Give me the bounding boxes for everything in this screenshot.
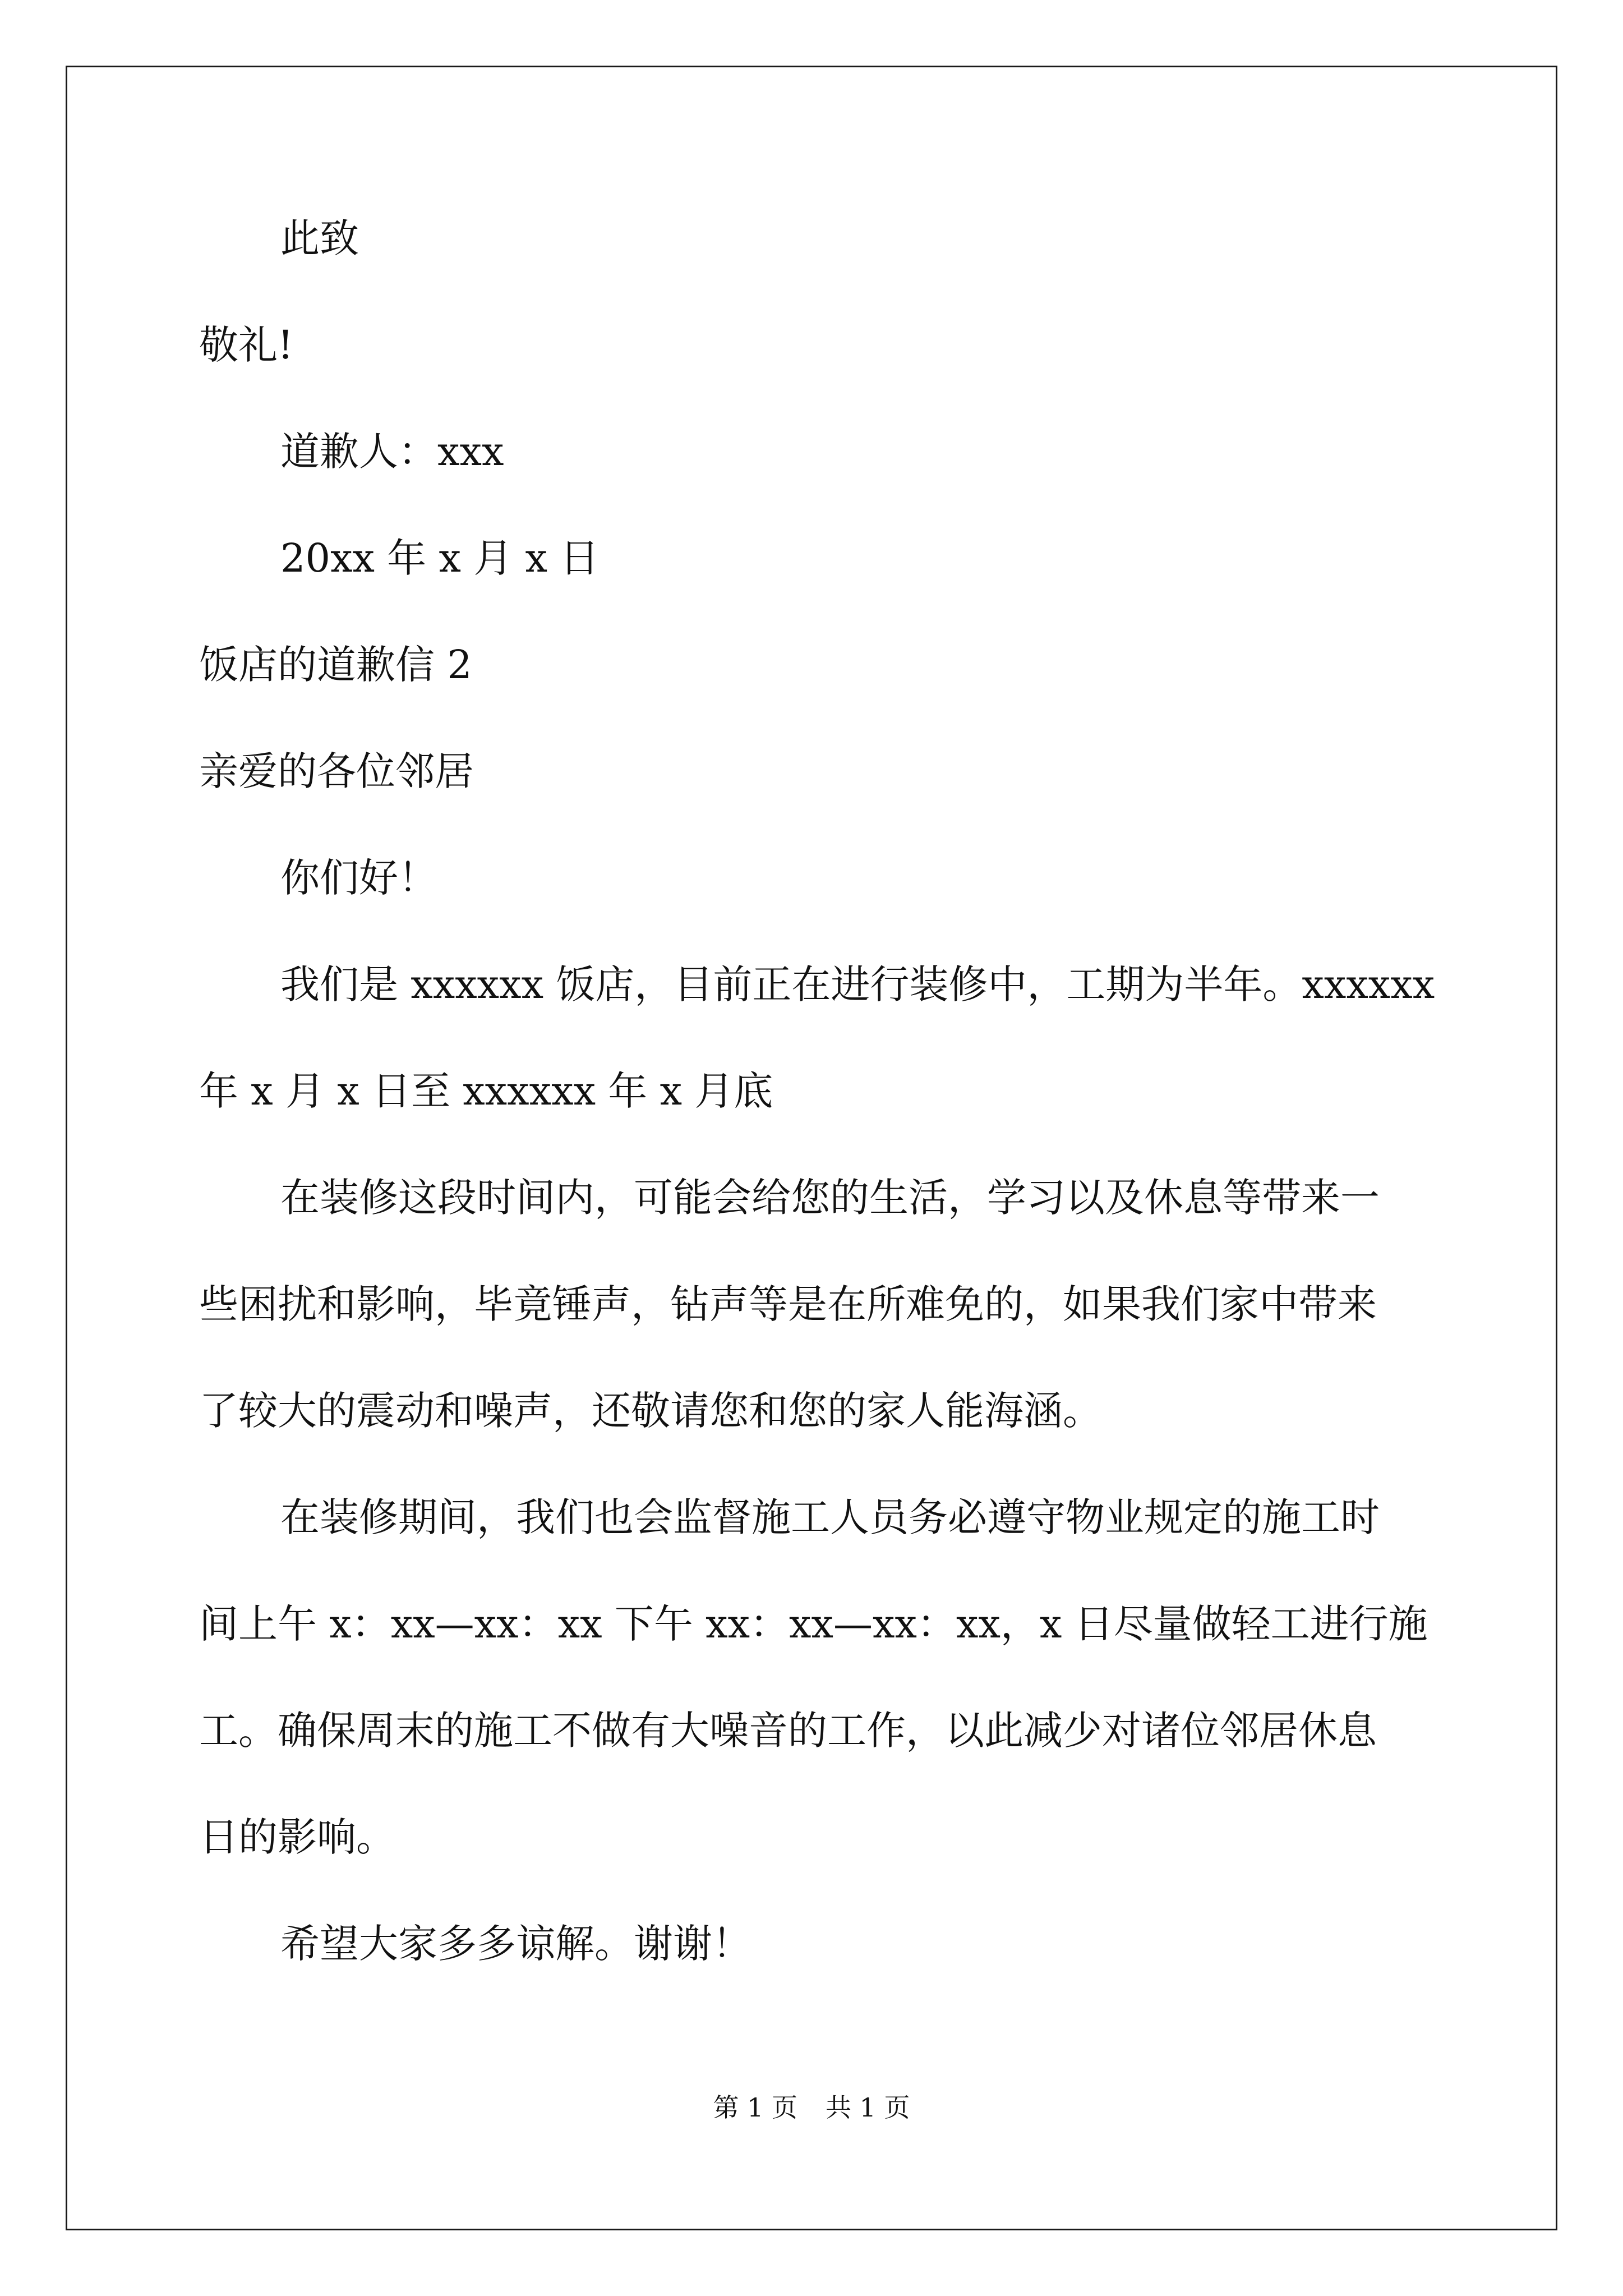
salute-line: 敬礼! <box>199 322 294 368</box>
date-line: 20xx 年 x 月 x 日 <box>280 535 600 581</box>
paragraph-2-line: 在装修这段时间内，可能会给您的生活，学习以及休息等带来一 <box>280 1175 1380 1221</box>
page-border <box>66 66 1557 2230</box>
paragraph-3-line: 在装修期间，我们也会监督施工人员务必遵守物业规定的施工时 <box>280 1494 1380 1540</box>
paragraph-3-line: 工。确保周末的施工不做有大噪音的工作，以此减少对诸位邻居休息 <box>199 1708 1377 1754</box>
paragraph-1-line: 年 x 月 x 日至 xxxxxx 年 x 月底 <box>199 1068 773 1114</box>
greeting-hello: 你们好！ <box>280 855 437 901</box>
letter-title: 饭店的道歉信 2 <box>199 642 472 688</box>
page-footer <box>0 2091 1623 2124</box>
page-number-current: 第 1 页 <box>713 2092 797 2123</box>
thanks-line: 希望大家多多谅解。谢谢！ <box>280 1921 751 1967</box>
closing-line: 此致 <box>280 215 359 261</box>
greeting-recipient: 亲爱的各位邻居 <box>199 748 474 794</box>
page-number-total: 共 1 页 <box>826 2092 910 2123</box>
signer-line: 道歉人：xxx <box>280 429 504 475</box>
paragraph-3-line: 日的影响。 <box>199 1814 395 1860</box>
paragraph-2-line: 些困扰和影响，毕竟锤声，钻声等是在所难免的，如果我们家中带来 <box>199 1281 1377 1327</box>
paragraph-1-line: 我们是 xxxxxx 饭店，目前正在进行装修中，工期为半年。xxxxxx <box>280 961 1435 1007</box>
paragraph-2-line: 了较大的震动和噪声，还敬请您和您的家人能海涵。 <box>199 1388 1102 1434</box>
paragraph-3-line: 间上午 x：xx—xx：xx 下午 xx：xx—xx：xx，x 日尽量做轻工进行施 <box>199 1601 1428 1647</box>
